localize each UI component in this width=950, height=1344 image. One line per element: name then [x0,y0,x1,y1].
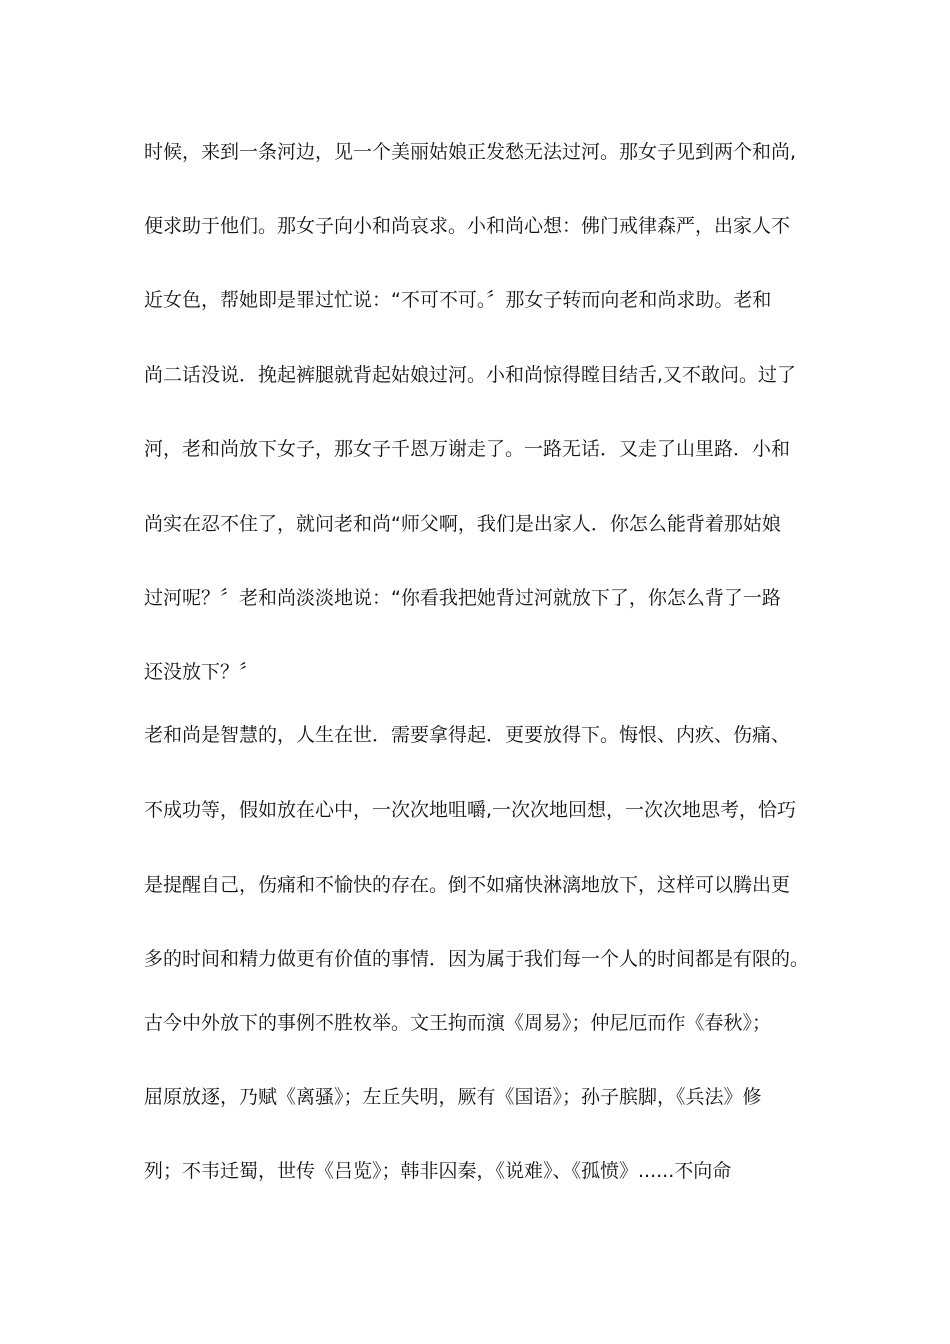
paragraph-1-line-1: 时候，来到一条河边，见一个美丽姑娘正发愁无法过河。那女子见到两个和尚, [144,141,797,163]
paragraph-3-line-2: 屈原放逐，乃赋《离骚》；左丘失明，厥有《国语》；孙子膑脚，《兵法》修 [144,1086,762,1108]
paragraph-3-line-1: 古今中外放下的事例不胜枚举。文王拘而演《周易》；仲尼厄而作《春秋》； [144,1012,772,1034]
paragraph-2-line-4: 多的时间和精力做更有价值的事情．因为属于我们每一个人的时间都是有限的。 [144,948,810,970]
paragraph-1-line-2: 便求助于他们。那女子向小和尚哀求。小和尚心想：佛门戒律森严，出家人不 [144,215,791,237]
paragraph-2-line-2: 不成功等，假如放在心中，一次次地咀嚼,一次次地回想，一次次地思考，恰巧 [144,799,797,821]
paragraph-1-line-7: 过河呢？〞老和尚淡淡地说：“你看我把她背过河就放下了，你怎么背了一路 [144,587,781,609]
paragraph-1-line-5: 河，老和尚放下女子，那女子千恩万谢走了。一路无话．又走了山里路．小和 [144,438,791,460]
paragraph-2-line-3: 是提醒自己，伤痛和不愉快的存在。倒不如痛快淋漓地放下，这样可以腾出更 [144,874,791,896]
paragraph-1-line-3: 近女色，帮她即是罪过忙说：“不可不可。〞那女子转而向老和尚求助。老和 [144,289,772,311]
paragraph-1-line-6: 尚实在忍不住了，就问老和尚“师父啊，我们是出家人．你怎么能背着那姑娘 [144,513,781,535]
paragraph-3-line-3: 列；不韦迁蜀，世传《吕览》；韩非囚秦，《说难》、《孤愤》......不向命 [144,1160,732,1182]
paragraph-2-line-1: 老和尚是智慧的，人生在世．需要拿得起．更要放得下。悔恨、内疚、伤痛、 [144,724,791,746]
paragraph-1-line-4: 尚二话没说．挽起裤腿就背起姑娘过河。小和尚惊得瞠目结舌,又不敢问。过了 [144,364,797,386]
paragraph-1-line-8: 还没放下？〞 [144,661,259,683]
